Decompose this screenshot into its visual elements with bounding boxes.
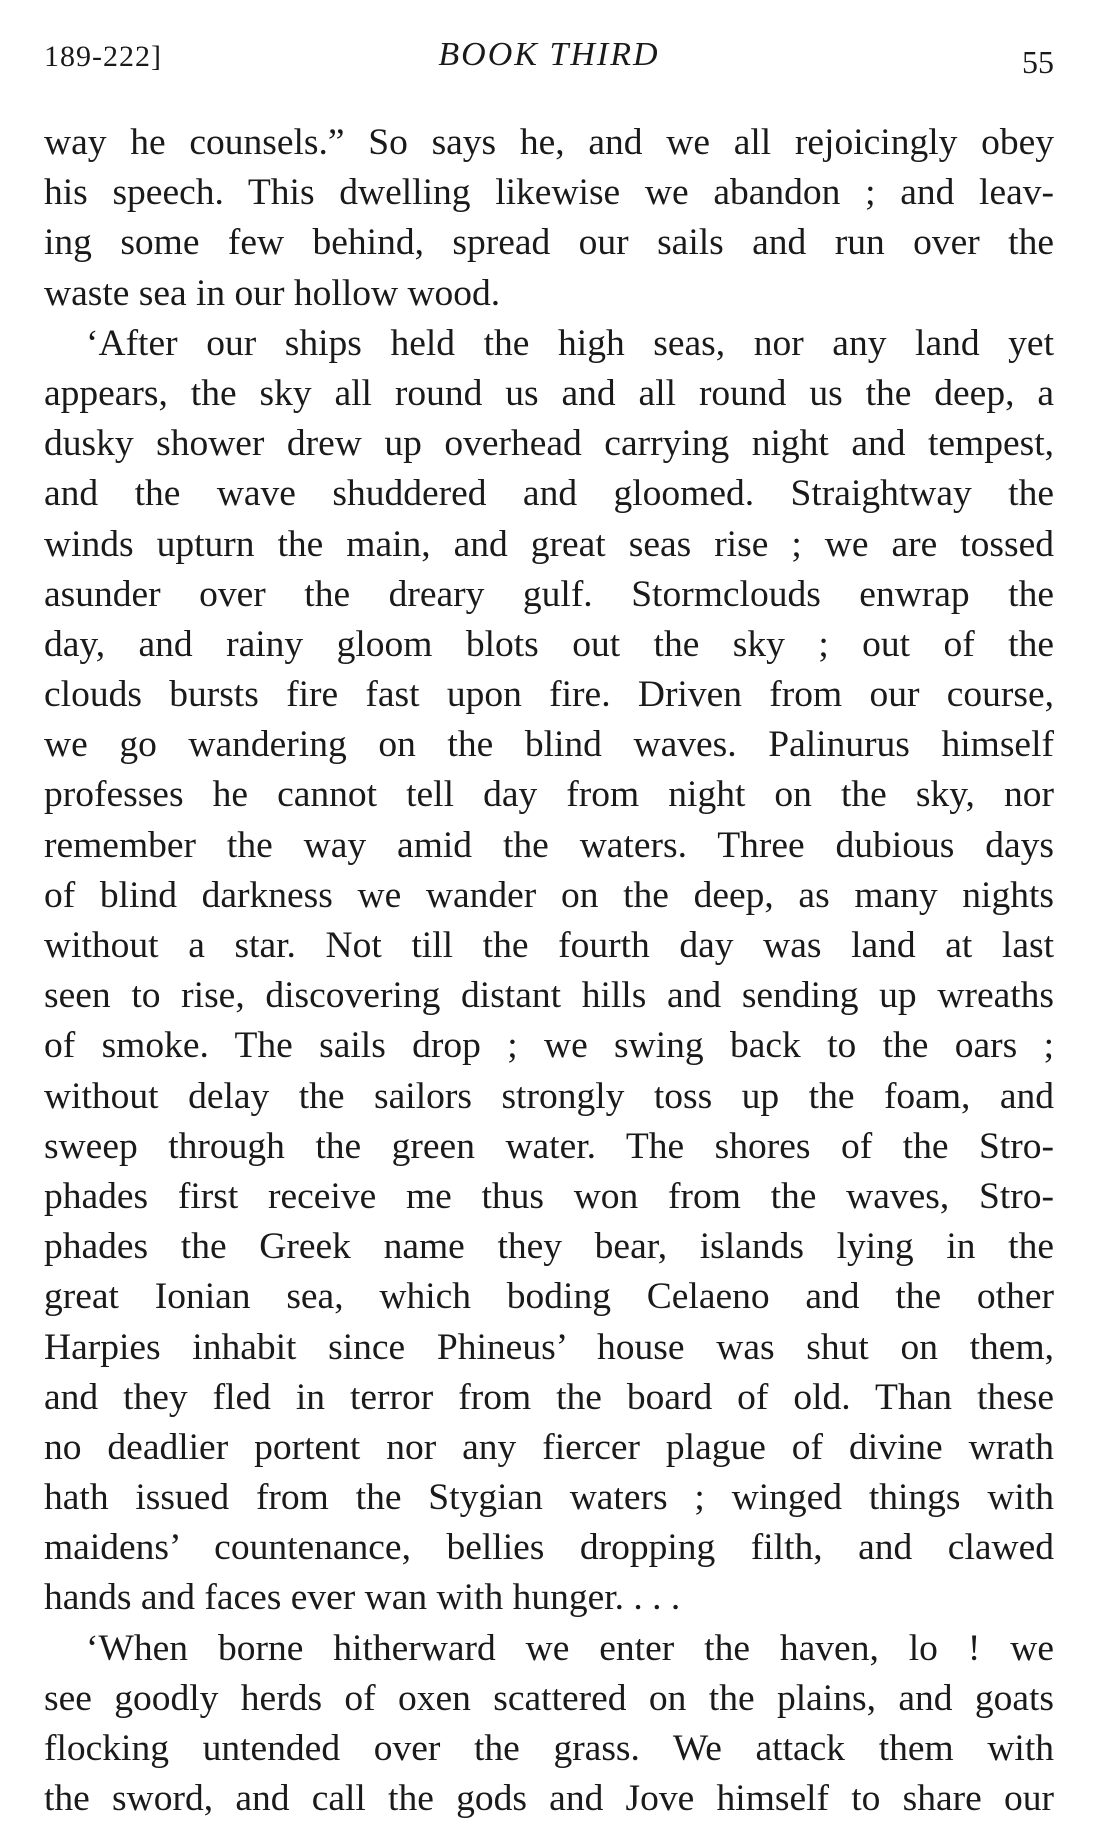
text-line: of blind darkness we wander on the deep, as many nights	[44, 874, 1054, 916]
text-line: we go wandering on the blind waves. Palinurus himself	[44, 724, 1054, 766]
text-line: asunder over the dreary gulf. Stormclouds enwrap the	[44, 573, 1054, 615]
text-line: dusky shower drew up overhead carrying night and tempest,	[44, 423, 1054, 465]
text-line: great Ionian sea, which boding Celaeno and the other	[44, 1276, 1054, 1318]
text-line: ing some few behind, spread our sails and run over the	[44, 222, 1054, 264]
text-line: appears, the sky all round us and all round us the deep, a	[44, 372, 1054, 414]
text-line: without delay the sailors strongly toss up the foam, and	[44, 1075, 1054, 1117]
text-line: way he counsels.” So says he, and we all rejoicingly obey	[44, 122, 1054, 163]
running-head	[44, 32, 1054, 82]
text-line: professes he cannot tell day from night on the sky, nor	[44, 774, 1054, 816]
body-text	[44, 118, 1054, 1824]
text-line: day, and rainy gloom blots out the sky ; out of the	[44, 623, 1054, 665]
text-line: and the wave shuddered and gloomed. Straightway the	[44, 473, 1054, 515]
text-line: Harpies inhabit since Phineus’ house was shut on them,	[44, 1326, 1054, 1368]
text-line: his speech. This dwelling likewise we abandon ; and leav-	[44, 172, 1054, 214]
text-line: without a star. Not till the fourth day was land at last	[44, 925, 1054, 966]
text-line: of smoke. The sails drop ; we swing back to the oars ;	[44, 1025, 1054, 1067]
line-range: 189-222]	[44, 40, 162, 73]
text-line: and they fled in terror from the board of old. Than these	[44, 1376, 1054, 1418]
book-title: BOOK THIRD	[438, 36, 660, 73]
text-line: sweep through the green water. The shores of the Stro-	[44, 1125, 1054, 1167]
text-line: phades the Greek name they bear, islands lying in the	[44, 1226, 1054, 1268]
text-line: the sword, and call the gods and Jove himself to share our	[44, 1778, 1054, 1820]
text-line: no deadlier portent nor any fiercer plague of divine wrath	[44, 1426, 1054, 1468]
text-line: clouds bursts fire fast upon fire. Driven from our course,	[44, 674, 1054, 716]
text-line: seen to rise, discovering distant hills and sending up wreaths	[44, 975, 1054, 1017]
text-line: remember the way amid the waters. Three dubious days	[44, 824, 1054, 866]
text-line: winds upturn the main, and great seas rise ; we are tossed	[44, 523, 1054, 565]
text-line: see goodly herds of oxen scattered on the plains, and goats	[44, 1677, 1054, 1719]
page-number: 55	[1022, 44, 1054, 80]
paragraph-start-line: ‘After our ships held the high seas, nor any land yet	[86, 322, 1054, 364]
text-line: waste sea in our hollow wood.	[44, 272, 501, 314]
text-line: phades first receive me thus won from the waves, Stro-	[44, 1175, 1054, 1217]
text-line: hands and faces ever wan with hunger. . . .	[44, 1577, 681, 1619]
text-line: hath issued from the Stygian waters ; winged things with	[44, 1477, 1054, 1519]
text-line: flocking untended over the grass. We attack them with	[44, 1728, 1054, 1769]
text-line: maidens’ countenance, bellies dropping filth, and clawed	[44, 1527, 1054, 1569]
paragraph-start-line: ‘When borne hitherward we enter the haven, lo ! we	[86, 1627, 1054, 1669]
